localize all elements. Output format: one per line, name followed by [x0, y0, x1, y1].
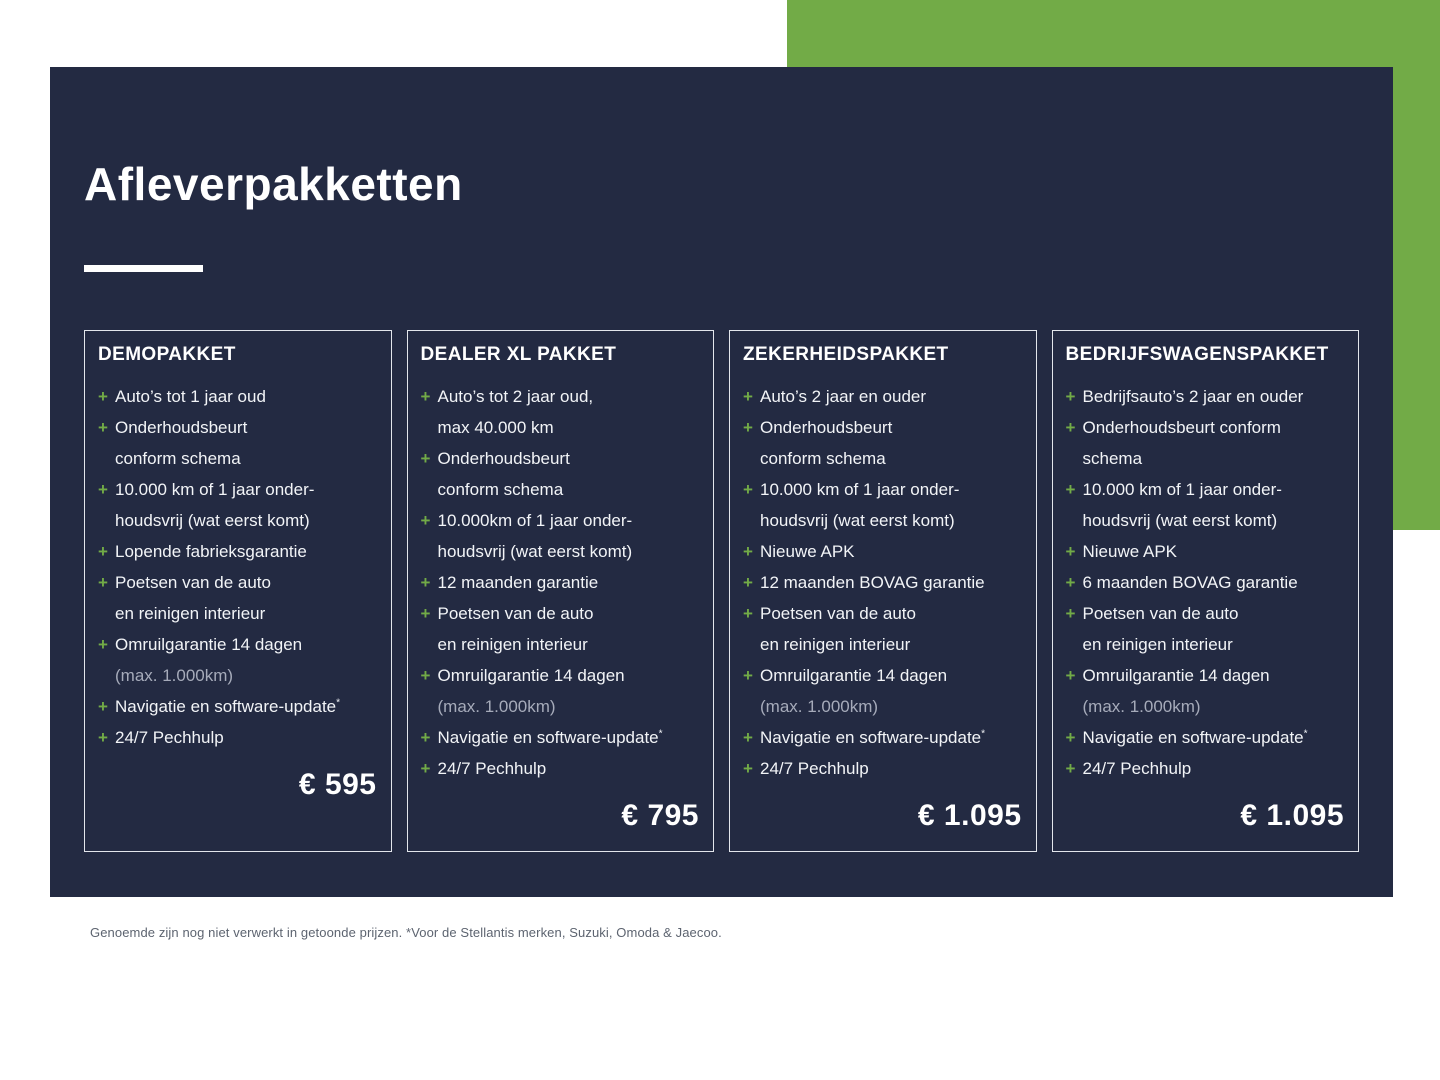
- package-card: [729, 330, 1037, 852]
- package-features: [98, 381, 377, 753]
- plus-icon: +: [98, 728, 108, 747]
- plus-icon: +: [98, 697, 108, 716]
- feature-item: [421, 753, 700, 784]
- feature-line: 10.000 km of 1 jaar onder-: [115, 480, 315, 499]
- feature-item: [98, 412, 377, 474]
- plus-icon: +: [1065, 418, 1076, 437]
- feature-item: [421, 567, 700, 598]
- feature-item: [421, 505, 700, 567]
- feature-item: [98, 474, 377, 536]
- feature-line: Poetsen van de auto: [760, 604, 916, 623]
- feature-line: Nieuwe APK: [760, 542, 855, 561]
- feature-line: (max. 1.000km): [437, 697, 556, 716]
- feature-item: [1066, 536, 1345, 567]
- plus-icon: +: [1065, 387, 1076, 406]
- feature-line: Omruilgarantie 14 dagen: [437, 666, 625, 685]
- feature-item: [98, 722, 377, 753]
- footnote: Genoemde zijn nog niet verwerkt in getoonde prijzen. *Voor de Stellantis merken, Suzuki, Omoda & Jaecoo.: [90, 925, 722, 940]
- package-features: [421, 381, 700, 784]
- plus-icon: +: [98, 418, 108, 437]
- feature-line: Navigatie en software-update*: [115, 697, 341, 716]
- feature-item: [1066, 474, 1345, 536]
- feature-line: en reinigen interieur: [437, 635, 588, 654]
- feature-line: Auto’s tot 1 jaar oud: [115, 387, 266, 406]
- plus-icon: +: [743, 604, 753, 623]
- feature-item: [98, 536, 377, 567]
- feature-item: [743, 598, 1022, 660]
- feature-item: [1066, 598, 1345, 660]
- feature-line: Poetsen van de auto: [437, 604, 594, 623]
- feature-item: [743, 412, 1022, 474]
- package-card: [84, 330, 392, 852]
- plus-icon: +: [98, 573, 108, 592]
- feature-item: [1066, 381, 1345, 412]
- feature-item: [743, 660, 1022, 722]
- feature-line: Auto’s tot 2 jaar oud,: [437, 387, 594, 406]
- feature-line: schema: [1082, 449, 1143, 468]
- feature-line: Navigatie en software-update*: [1082, 728, 1308, 747]
- plus-icon: +: [1065, 666, 1076, 685]
- plus-icon: +: [98, 542, 108, 561]
- plus-icon: +: [743, 759, 753, 778]
- package-price: € 595: [298, 768, 377, 801]
- feature-item: [743, 567, 1022, 598]
- feature-item: [1066, 567, 1345, 598]
- feature-line: conform schema: [115, 449, 241, 468]
- feature-line: Onderhoudsbeurt: [115, 418, 248, 437]
- feature-line: Omruilgarantie 14 dagen: [1082, 666, 1270, 685]
- feature-line: 24/7 Pechhulp: [760, 759, 869, 778]
- feature-line: Onderhoudsbeurt conform: [1082, 418, 1281, 437]
- package-features: [1066, 381, 1345, 784]
- feature-line: 12 maanden garantie: [437, 573, 599, 592]
- plus-icon: +: [420, 573, 431, 592]
- plus-icon: +: [743, 542, 753, 561]
- feature-line: en reinigen interieur: [115, 604, 266, 623]
- feature-line: Nieuwe APK: [1082, 542, 1177, 561]
- feature-item: [743, 536, 1022, 567]
- feature-line: houdsvrij (wat eerst komt): [760, 511, 955, 530]
- plus-icon: +: [420, 511, 431, 530]
- feature-line: 10.000km of 1 jaar onder-: [437, 511, 633, 530]
- feature-line: Onderhoudsbeurt: [437, 449, 570, 468]
- feature-line: 10.000 km of 1 jaar onder-: [1082, 480, 1282, 499]
- feature-item: [743, 753, 1022, 784]
- feature-line: houdsvrij (wat eerst komt): [1082, 511, 1278, 530]
- package-card: [1052, 330, 1360, 852]
- package-price: € 1.095: [1240, 799, 1344, 832]
- package-title: ZEKERHEIDSPAKKET: [743, 344, 949, 365]
- plus-icon: +: [743, 418, 753, 437]
- feature-item: [1066, 722, 1345, 753]
- feature-line: 6 maanden BOVAG garantie: [1082, 573, 1298, 592]
- feature-line: Auto’s 2 jaar en ouder: [760, 387, 927, 406]
- feature-item: [98, 567, 377, 629]
- feature-item: [98, 691, 377, 722]
- feature-line: Omruilgarantie 14 dagen: [115, 635, 303, 654]
- feature-line: Lopende fabrieksgarantie: [115, 542, 307, 561]
- feature-item: [421, 660, 700, 722]
- plus-icon: +: [98, 635, 108, 654]
- feature-line: en reinigen interieur: [1082, 635, 1233, 654]
- plus-icon: +: [743, 573, 753, 592]
- feature-item: [1066, 412, 1345, 474]
- plus-icon: +: [98, 387, 108, 406]
- plus-icon: +: [1065, 573, 1076, 592]
- plus-icon: +: [743, 387, 753, 406]
- feature-item: [98, 629, 377, 691]
- plus-icon: +: [1065, 604, 1076, 623]
- feature-line: 10.000 km of 1 jaar onder-: [760, 480, 960, 499]
- feature-line: houdsvrij (wat eerst komt): [115, 511, 310, 530]
- feature-line: conform schema: [760, 449, 886, 468]
- feature-line: 24/7 Pechhulp: [437, 759, 547, 778]
- page-title: Afleverpakketten: [84, 158, 463, 210]
- feature-line: Navigatie en software-update*: [437, 728, 663, 747]
- feature-line: conform schema: [437, 480, 564, 499]
- package-title: DEALER XL PAKKET: [420, 344, 617, 365]
- feature-line: Poetsen van de auto: [1082, 604, 1239, 623]
- package-price: € 1.095: [917, 799, 1022, 832]
- feature-line: (max. 1.000km): [760, 697, 879, 716]
- feature-line: 24/7 Pechhulp: [115, 728, 224, 747]
- title-underline: [84, 265, 203, 272]
- package-title: BEDRIJFSWAGENSPAKKET: [1065, 344, 1329, 365]
- feature-item: [1066, 753, 1345, 784]
- plus-icon: +: [743, 480, 753, 499]
- feature-line: max 40.000 km: [437, 418, 554, 437]
- package-features: [743, 381, 1022, 784]
- feature-item: [421, 598, 700, 660]
- feature-line: Bedrijfsauto’s 2 jaar en ouder: [1082, 387, 1304, 406]
- plus-icon: +: [420, 604, 431, 623]
- feature-item: [421, 443, 700, 505]
- packages-row: [84, 330, 1359, 852]
- plus-icon: +: [1065, 759, 1076, 778]
- package-title: DEMOPAKKET: [98, 344, 236, 365]
- feature-item: [98, 381, 377, 412]
- feature-line: Omruilgarantie 14 dagen: [760, 666, 948, 685]
- feature-item: [421, 381, 700, 443]
- plus-icon: +: [420, 387, 431, 406]
- plus-icon: +: [420, 759, 431, 778]
- feature-line: 12 maanden BOVAG garantie: [760, 573, 985, 592]
- plus-icon: +: [743, 666, 753, 685]
- feature-item: [743, 722, 1022, 753]
- plus-icon: +: [1065, 480, 1076, 499]
- plus-icon: +: [1065, 542, 1076, 561]
- plus-icon: +: [98, 480, 108, 499]
- package-price: € 795: [621, 799, 699, 832]
- main-panel: [50, 67, 1393, 897]
- feature-line: 24/7 Pechhulp: [1082, 759, 1192, 778]
- feature-item: [743, 381, 1022, 412]
- feature-line: Onderhoudsbeurt: [760, 418, 893, 437]
- feature-line: (max. 1.000km): [115, 666, 234, 685]
- package-card: [407, 330, 715, 852]
- feature-item: [421, 722, 700, 753]
- feature-line: Poetsen van de auto: [115, 573, 271, 592]
- plus-icon: +: [1065, 728, 1076, 747]
- feature-line: Navigatie en software-update*: [760, 728, 986, 747]
- plus-icon: +: [420, 728, 431, 747]
- plus-icon: +: [743, 728, 753, 747]
- feature-line: houdsvrij (wat eerst komt): [437, 542, 633, 561]
- feature-item: [743, 474, 1022, 536]
- feature-item: [1066, 660, 1345, 722]
- feature-line: (max. 1.000km): [1082, 697, 1201, 716]
- plus-icon: +: [420, 666, 431, 685]
- plus-icon: +: [420, 449, 431, 468]
- feature-line: en reinigen interieur: [760, 635, 911, 654]
